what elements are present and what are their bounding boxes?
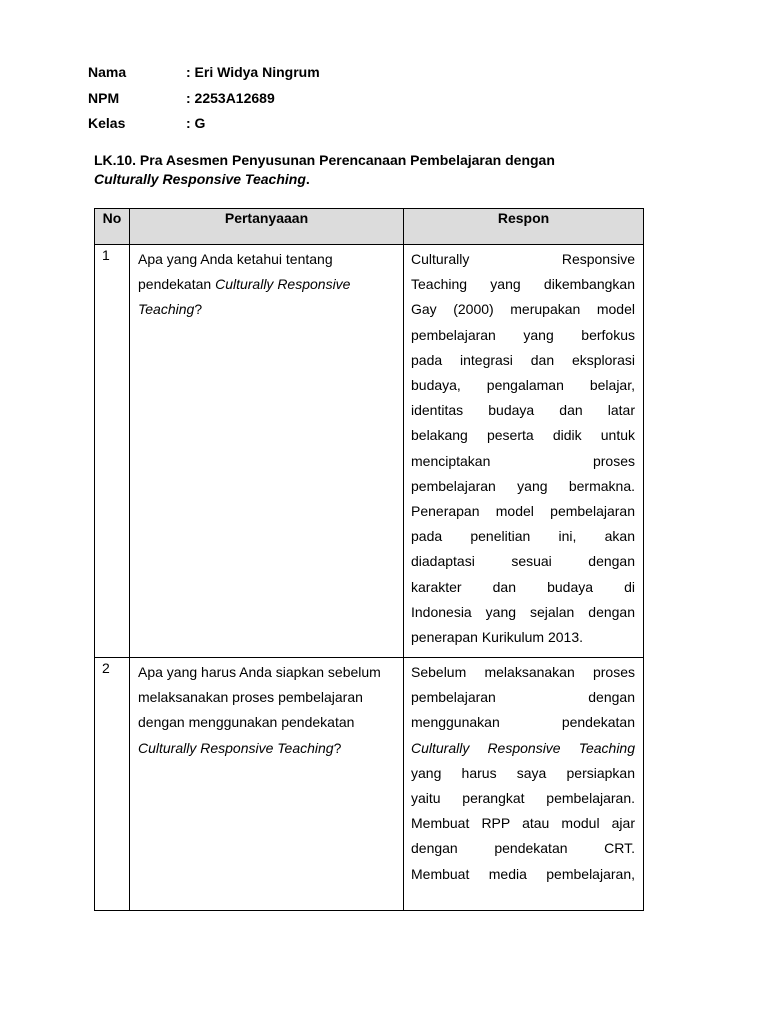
student-info (88, 64, 320, 141)
row-number: 2 (95, 658, 130, 911)
header-question: Pertanyaaan (130, 209, 404, 245)
question-italic: Culturally Responsive Teaching (138, 276, 351, 318)
info-row-nama (88, 64, 320, 90)
response-line: belakang peserta didik untuk (411, 427, 635, 444)
info-row-npm (88, 90, 320, 116)
row-number: 1 (95, 245, 130, 658)
response-cell (404, 658, 644, 911)
info-value: : G (186, 115, 206, 131)
response-line: budaya, pengalaman belajar, (411, 377, 635, 394)
title-line-1: LK.10. Pra Asesmen Penyusunan Perencanaan Pembelajaran dengan (94, 152, 555, 168)
question-text: Apa yang Anda ketahui tentang pendekatan (138, 251, 333, 293)
response-line: pembelajaran yang berfokus (411, 326, 635, 343)
header-response: Respon (404, 209, 644, 245)
response-line: pada integrasi dan eksplorasi (411, 351, 635, 368)
question-cell (130, 658, 404, 911)
question-italic: Culturally Responsive Teaching (138, 739, 334, 756)
response-line: pada penelitian ini, akan (411, 528, 635, 545)
response-line: Teaching yang dikembangkan (411, 276, 635, 293)
info-label: Kelas (88, 115, 126, 131)
header-no: No (95, 209, 130, 245)
response-line: pembelajaran yang bermakna. (411, 477, 635, 494)
response-line: Indonesia yang sejalan dengan (411, 603, 635, 620)
response-cell (404, 245, 644, 658)
response-line: Sebelum melaksanakan proses (411, 664, 635, 680)
title-italic: Culturally Responsive Teaching (94, 171, 306, 187)
response-line: pembelajaran dengan (411, 689, 635, 706)
question-text: Apa yang harus Anda siapkan sebelum melaksanakan proses pembelajaran dengan menggunakan pendekatan (138, 664, 381, 731)
table-row (95, 245, 644, 658)
title-line-2 (94, 170, 654, 189)
info-value: : 2253A12689 (186, 89, 275, 106)
response-line: yaitu perangkat pembelajaran. (411, 790, 635, 807)
response-line: menggunakan pendekatan (411, 714, 635, 731)
response-line: diadaptasi sesuai dengan (411, 553, 635, 570)
question-end: ? (194, 301, 203, 318)
response-line: yang harus saya persiapkan (411, 764, 635, 781)
info-row-kelas (88, 115, 320, 141)
response-line: identitas budaya dan latar (411, 402, 635, 419)
response-line: karakter dan budaya di (411, 578, 635, 595)
document-title (94, 151, 654, 189)
info-value: : Eri Widya Ningrum (186, 64, 320, 80)
question-table (94, 208, 644, 911)
response-line: penerapan Kurikulum 2013. (411, 629, 584, 646)
info-label: Nama (88, 64, 127, 80)
response-line: Penerapan model pembelajaran (411, 503, 635, 520)
question-cell (130, 245, 404, 658)
response-line: dengan pendekatan CRT. (411, 840, 635, 857)
response-line: Culturally Responsive Teaching (411, 739, 635, 756)
response-line: menciptakan proses (411, 452, 635, 469)
question-end: ? (333, 739, 342, 756)
title-end: . (305, 171, 310, 187)
response-line: Membuat media pembelajaran, (411, 865, 635, 882)
info-label: NPM (88, 89, 120, 106)
response-line: Culturally Responsive (411, 251, 635, 267)
response-line: Membuat RPP atau modul ajar (411, 815, 635, 832)
table-header-row (95, 209, 644, 245)
response-line: Gay (2000) merupakan model (411, 301, 635, 318)
table-row (95, 658, 644, 911)
